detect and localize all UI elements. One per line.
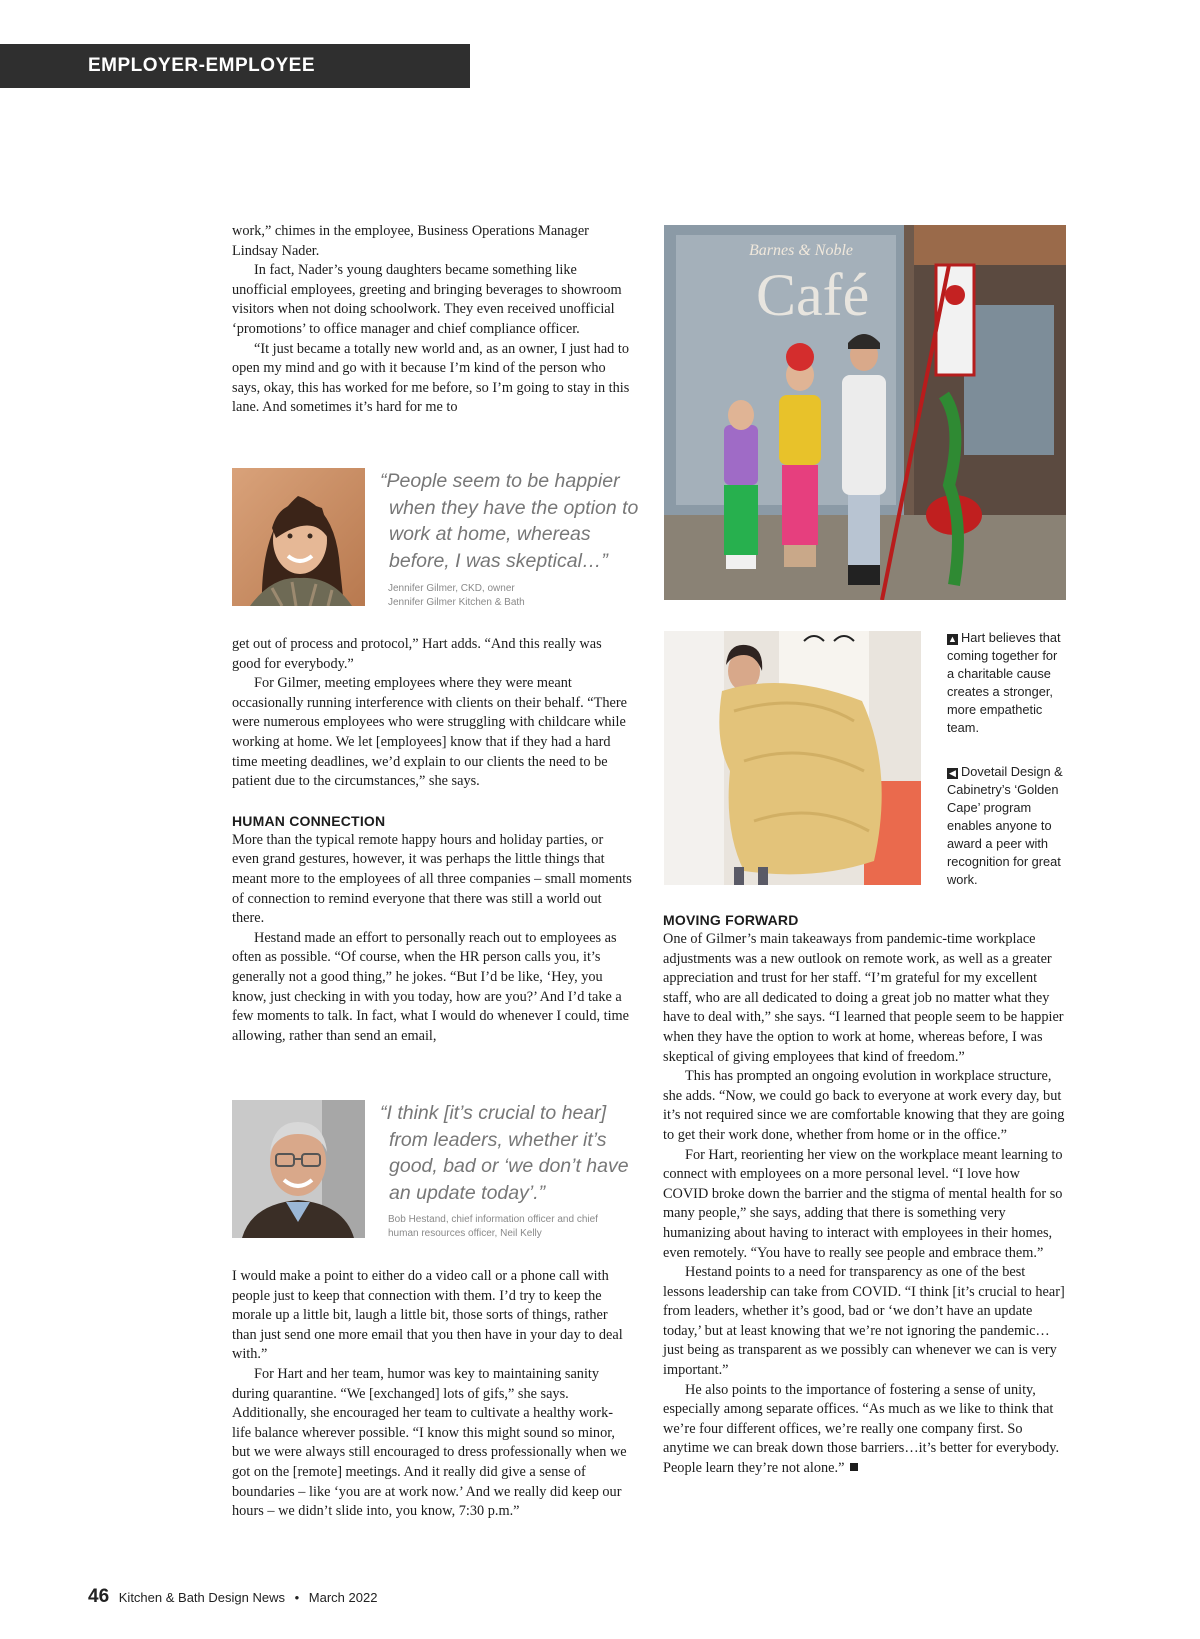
page-footer <box>88 1586 377 1608</box>
paragraph: For Hart, reorienting her view on the workplace meant learning to connect with employees on a more personal level. “I love how COVID broke down the barrier and the stigma of mental health for so many people,” she says, adding that there is something very humanizing about having to interact with employees in their homes, even remotely. “You have to really see people and embrace them.” <box>663 1146 1063 1261</box>
footer-separator: • <box>294 1590 300 1605</box>
final-paragraph-text: He also points to the importance of fostering a sense of unity, especially among separate offices. “As much as we like to think that we’re four different offices, we’re really one company first. So anytime we can break down those barriers…it’s better for everybody. People learn they’re not alone.” <box>663 1381 1060 1477</box>
credit-line: Jennifer Gilmer, CKD, owner <box>388 583 515 594</box>
pull-quote-hestand <box>232 1100 632 1245</box>
paragraph: I would make a point to either do a video call or a phone call with people just to keep that connection with them. I’d try to keep the morale up a little bit, laugh a little bit, those sorts of things, rather than just send one more email that you then have in your day to deal with.” <box>232 1268 623 1363</box>
paragraph: In fact, Nader’s young daughters became something like unofficial employees, greeting and bringing beverages to showroom visitors when not doing schoolwork. They even received unofficial ‘promotions’ to office manager and chief compliance officer. <box>232 262 622 337</box>
left-column-top <box>232 222 632 418</box>
photo-storefront-charity <box>664 225 1066 600</box>
pull-quote-gilmer <box>232 468 639 613</box>
left-column-bottom <box>232 1267 632 1522</box>
caption-text: Dovetail Design & Cabinetry’s ‘Golden Cape’ program enables anyone to award a peer with recognition for great work. <box>947 764 1063 887</box>
right-column <box>663 910 1067 1479</box>
credit-line: Bob Hestand, chief information officer and chief <box>388 1214 598 1225</box>
storefront-sign: Café <box>756 262 870 328</box>
credit-line: Jennifer Gilmer Kitchen & Bath <box>388 597 525 608</box>
section-heading: HUMAN CONNECTION <box>232 812 386 829</box>
paragraph: More than the typical remote happy hours and holiday parties, or even grand gestures, however, it was perhaps the little things that meant more to the employees of all three companies – small moments of connection to remind everyone that there was still a world out there. <box>232 831 632 927</box>
portrait-bob-hestand <box>232 1100 365 1238</box>
issue-date: March 2022 <box>308 1590 378 1605</box>
page-number: 46 <box>88 1586 110 1607</box>
section-heading: MOVING FORWARD <box>663 912 799 928</box>
photo-golden-cape <box>664 631 921 885</box>
credit-line: human resources officer, Neil Kelly <box>388 1228 542 1239</box>
caption-text: Hart believes that coming together for a charitable cause creates a stronger, more empathetic team. <box>947 630 1061 735</box>
portrait-jennifer-gilmer <box>232 468 365 606</box>
caption-storefront <box>947 629 1065 737</box>
paragraph: This has prompted an ongoing evolution in workplace structure, she adds. “Now, we could go back to everyone at work every day, but it’s not required since we are comfortable knowing that they are going to get their work done, whether from home or in the office.” <box>663 1068 1065 1143</box>
caption-golden-cape <box>947 763 1065 889</box>
paragraph: work,” chimes in the employee, Business Operations Manager Lindsay Nader. <box>232 223 589 259</box>
storefront-brand: Barnes & Noble <box>749 242 853 259</box>
paragraph: “It just became a totally new world and, as an owner, I just had to open my mind and go with it because I’m kind of the person who says, okay, this has worked for me before, so I’m going to stay in this lane. And sometimes it’s hard for me to <box>232 340 630 416</box>
arrow-left-icon: ◀ <box>947 768 958 779</box>
paragraph-final <box>663 1381 1067 1479</box>
arrow-up-icon: ▲ <box>948 634 957 644</box>
quote-credit <box>388 582 628 610</box>
publication-name: Kitchen & Bath Design News <box>118 1590 285 1605</box>
paragraph: For Hart and her team, humor was key to maintaining sanity during quarantine. “We [exchanged] lots of gifs,” she says. Additionally, she encouraged her team to cultivate a healthy work-life balance wherever possible. “I know this might sound so minor, but we were always still encouraged to dress professionally when we got on the [remote] meetings. And it really did give a sense of boundaries – like ‘you are at work now.’ And we really did keep our hours – we didn’t slide into, you know, 7:30 p.m.” <box>232 1365 627 1520</box>
quote-text: “People seem to be happier when they have the option to work at home, whereas before, I was skeptical…” <box>380 470 639 572</box>
paragraph: Hestand made an effort to personally reach out to employees as often as possible. “Of course, when the HR person calls you, it’s generally not a good thing,” he jokes. “But I’d be like, ‘Hey, you know, just checking in with you today, how are you?’ And I’d take a few moments to talk. In fact, what I would do whenever I could, time allowing, rather than send an email, <box>232 929 630 1044</box>
quote-text: “I think [it’s crucial to hear] from leaders, whether it’s good, bad or ‘we don’t have an update today’.” <box>380 1102 629 1204</box>
section-label: EMPLOYER-EMPLOYEE RELATIONSHIPS <box>0 44 470 88</box>
paragraph: Hestand points to a need for transparency as one of the best lessons leadership can take from COVID. “I think [it’s crucial to hear] from leaders, whether it’s good, bad or ‘we don’t have an update today,’ but at least knowing that we’re not ignoring the pandemic…just being as transparent as we possibly can whenever we can is very important.” <box>663 1264 1065 1379</box>
paragraph: For Gilmer, meeting employees where they were meant occasionally running interference with clients on their behalf. “There were numerous employees who were struggling with childcare while working at home. We let [employees] know that if they had a hard time meeting deadlines, we’d explain to our clients the need to be patient due to the circumstances,” she says. <box>232 675 627 790</box>
quote-credit <box>388 1213 628 1241</box>
left-column-middle <box>232 635 632 1046</box>
end-of-article-mark <box>850 1463 858 1471</box>
paragraph: get out of process and protocol,” Hart adds. “And this really was good for everybody.” <box>232 636 602 672</box>
paragraph: One of Gilmer’s main takeaways from pandemic-time workplace adjustments was a new outlook on remote work, as well as a greater appreciation and trust for her staff. “I’m grateful for my excellent staff, who are all dedicated to doing a great job no matter what they have to deal with,” she says. “I learned that people seem to be happier when they have the option to work at home, whereas before, I was skeptical of giving employees that kind of freedom.” <box>663 931 1064 1065</box>
